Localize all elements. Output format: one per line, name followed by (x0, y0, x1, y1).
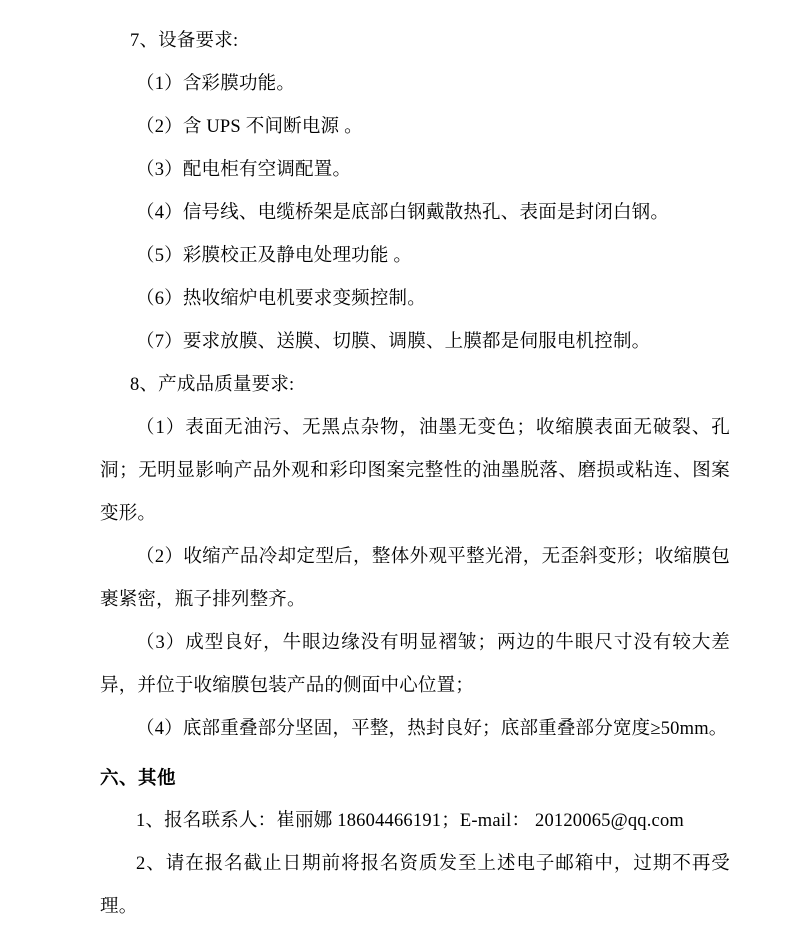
paragraph-deadline-item: 2、请在报名截止日期前将报名资质发至上述电子邮箱中，过期不再受理。 (100, 854, 730, 917)
section-heading-other: 六、其他 (100, 768, 177, 789)
paragraph-equipment-item-2: （2）含 UPS 不间断电源 。 (136, 117, 363, 137)
paragraph-quality-item-2: （2）收缩产品冷却定型后，整体外观平整光滑，无歪斜变形；收缩膜包裹紧密，瓶子排列整齐。 (100, 547, 730, 610)
paragraph-quality-item-1: （1）表面无油污、无黑点杂物，油墨无变色；收缩膜表面无破裂、孔洞；无明显影响产品外观和彩印图案完整性的油墨脱落、磨损或粘连、图案变形。 (100, 418, 730, 524)
paragraph-equipment-item-3: （3）配电柜有空调配置。 (136, 160, 352, 180)
paragraph-equipment-item-6: （6）热收缩炉电机要求变频控制。 (136, 289, 426, 309)
paragraph-contact-item: 1、报名联系人：崔丽娜 18604466191；E-mail： 20120065@qq.com (136, 811, 685, 831)
paragraph-quality-item-3: （3）成型良好，牛眼边缘没有明显褶皱；两边的牛眼尺寸没有较大差异，并位于收缩膜包装产品的侧面中心位置； (100, 633, 730, 696)
paragraph-product-quality-requirements: 8、产成品质量要求: (130, 375, 295, 395)
paragraph-quality-item-4: （4）底部重叠部分坚固，平整，热封良好；底部重叠部分宽度≥50mm。 (136, 719, 728, 739)
paragraph-equipment-item-1: （1）含彩膜功能。 (136, 74, 296, 94)
paragraph-equipment-item-7: （7）要求放膜、送膜、切膜、调膜、上膜都是伺服电机控制。 (136, 332, 651, 352)
paragraph-equipment-item-5: （5）彩膜校正及静电处理功能 。 (136, 246, 413, 266)
paragraph-equipment-requirements: 7、设备要求: (130, 31, 239, 51)
paragraph-equipment-item-4: （4）信号线、电缆桥架是底部白钢戴散热孔、表面是封闭白钢。 (136, 203, 670, 223)
